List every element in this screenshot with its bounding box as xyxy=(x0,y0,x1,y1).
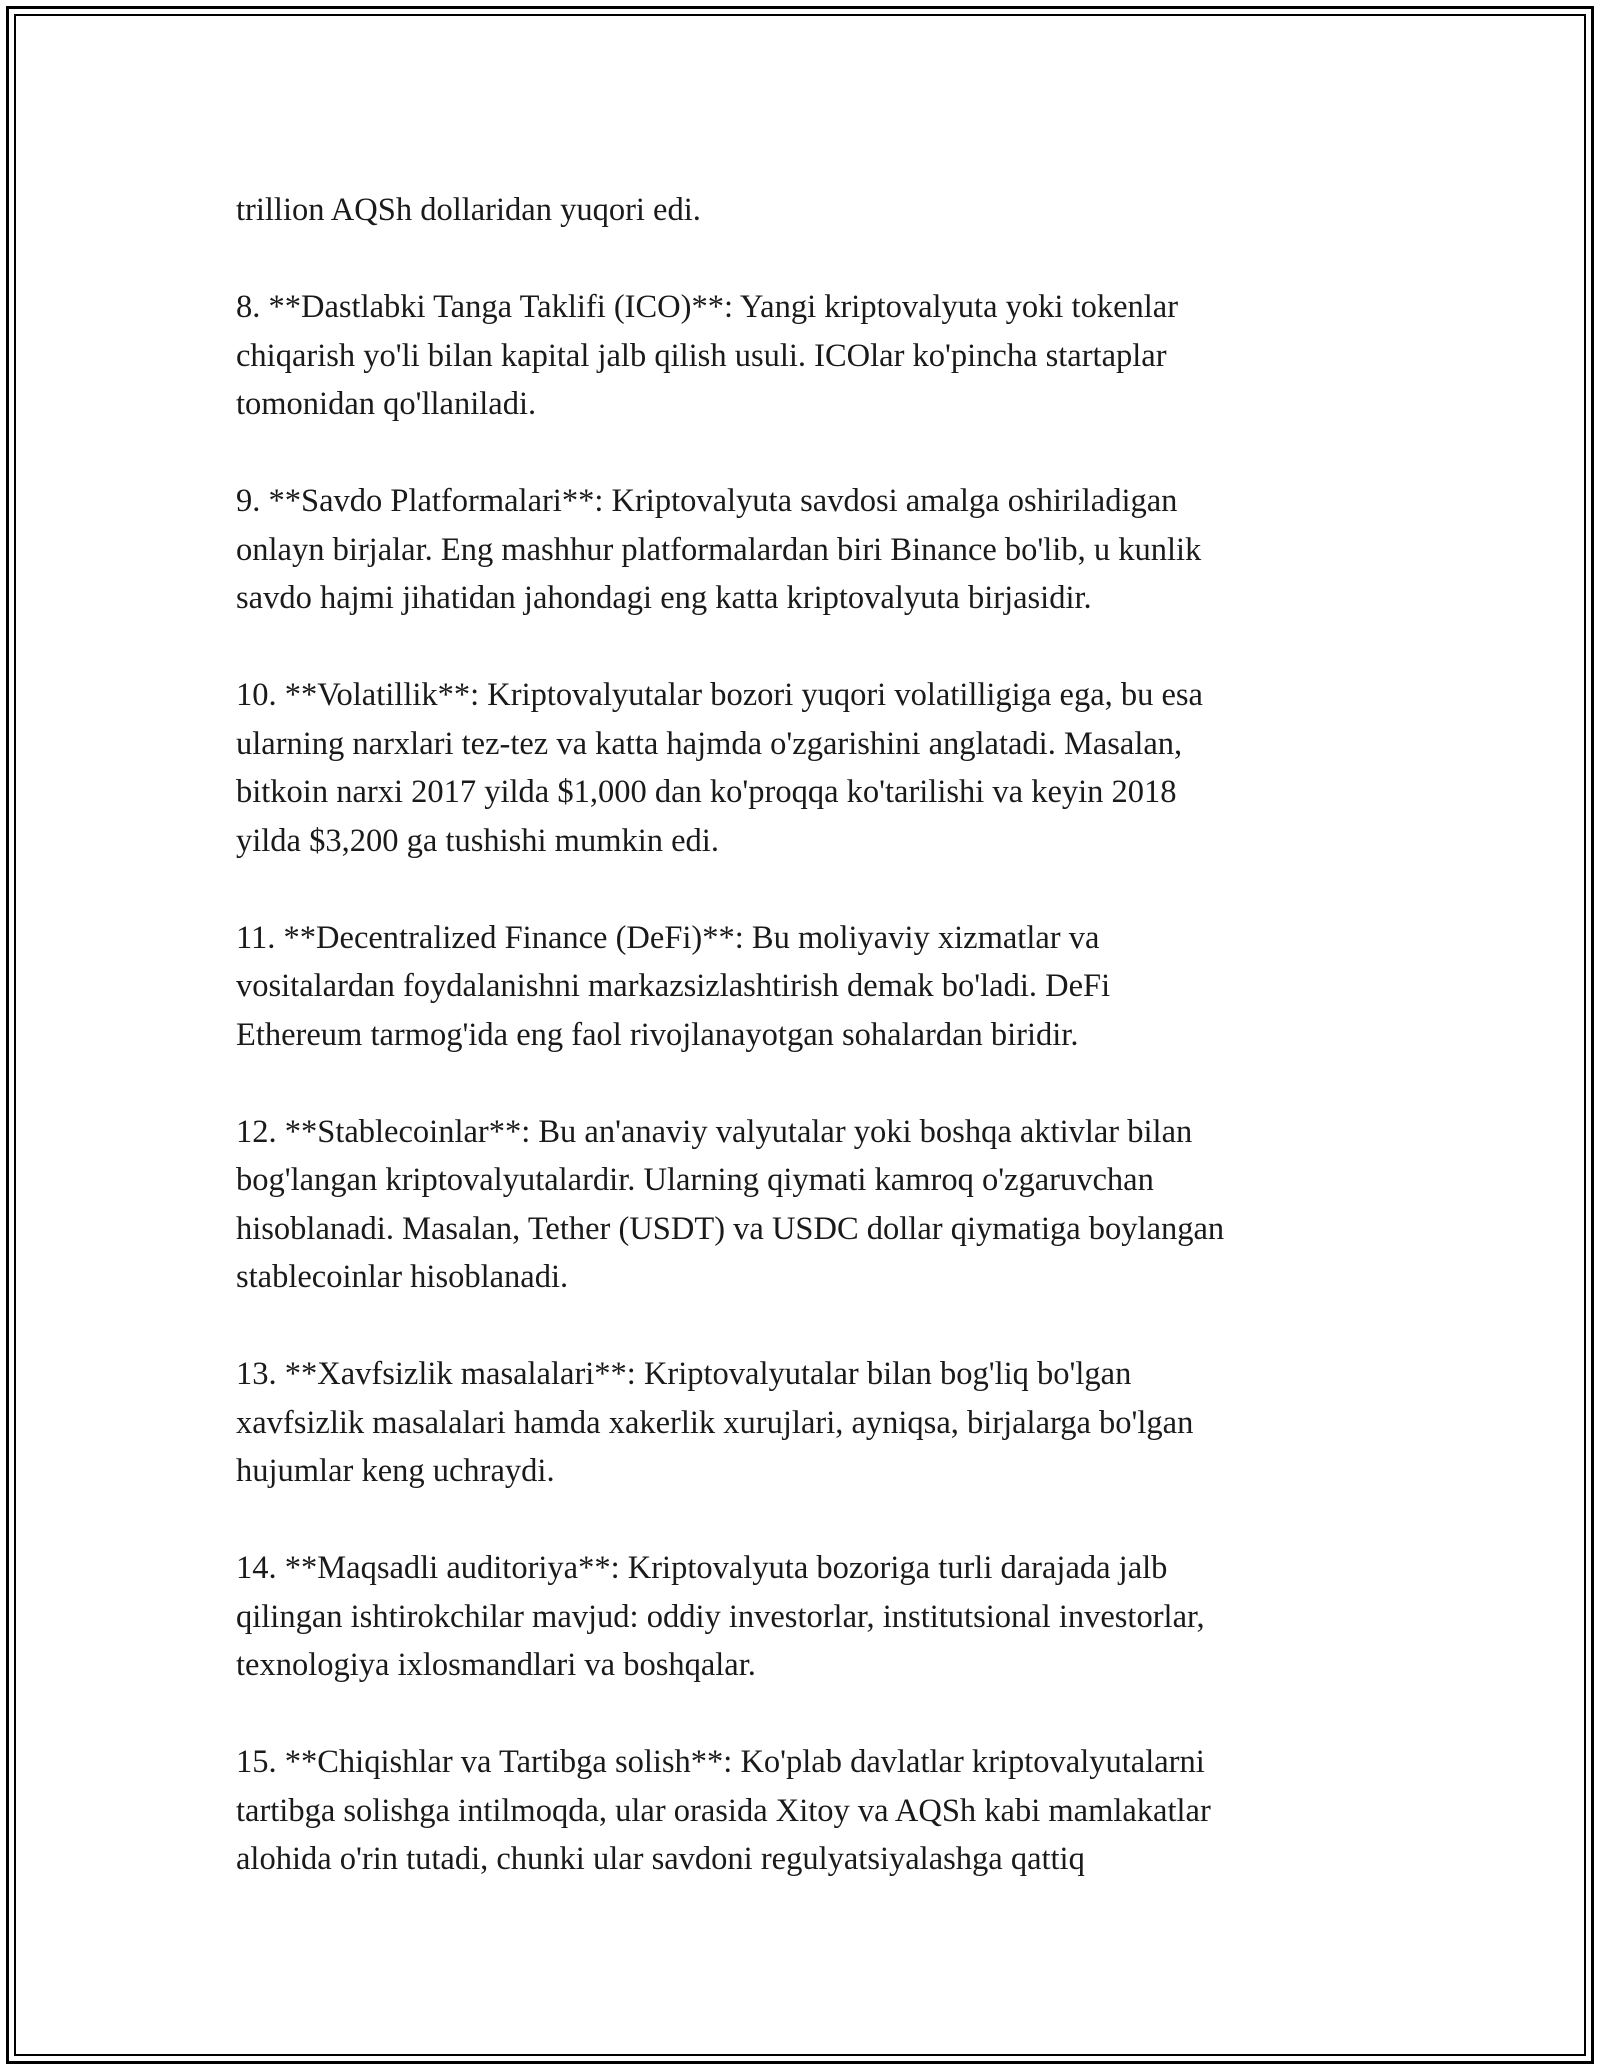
text-line: savdo hajmi jihatidan jahondagi eng katta kriptovalyuta birjasidir. xyxy=(236,580,1092,616)
text-line: hisoblanadi. Masalan, Tether (USDT) va USDC dollar qiymatiga boylangan xyxy=(236,1210,1225,1247)
text-line: yilda $3,200 ga tushishi mumkin edi. xyxy=(236,822,719,859)
text-line: 10. **Volatillik**: Kriptovalyutalar bozori yuqori volatilligiga ega, bu esa xyxy=(236,677,1203,713)
text-line: ularning narxlari tez-tez va katta hajmda o'zgarishini anglatadi. Masalan, xyxy=(236,725,1183,762)
paragraph-item-10 xyxy=(236,671,1366,865)
paragraph-item-8 xyxy=(236,283,1366,429)
text-line: tomonidan qo'llaniladi. xyxy=(236,386,537,422)
text-line: 8. **Dastlabki Tanga Taklifi (ICO)**: Yangi kriptovalyuta yoki tokenlar xyxy=(236,289,1179,325)
text-line: 15. **Chiqishlar va Tartibga solish**: Ko'plab davlatlar kriptovalyutalarni xyxy=(236,1744,1205,1780)
text-line: 14. **Maqsadli auditoriya**: Kriptovalyuta bozoriga turli darajada jalb xyxy=(236,1550,1168,1586)
text-line: hujumlar keng uchraydi. xyxy=(236,1453,555,1489)
paragraph-item-12 xyxy=(236,1108,1366,1302)
paragraph-item-9 xyxy=(236,477,1366,623)
text-line: trillion AQSh dollaridan yuqori edi. xyxy=(236,192,701,228)
text-line: xavfsizlik masalalari hamda xakerlik xurujlari, ayniqsa, birjalarga bo'lgan xyxy=(236,1404,1194,1441)
paragraph-continuation xyxy=(236,186,1366,235)
paragraph-item-11 xyxy=(236,914,1366,1060)
text-line: chiqarish yo'li bilan kapital jalb qilish usuli. ICOlar ko'pincha startaplar xyxy=(236,337,1167,374)
text-line: onlayn birjalar. Eng mashhur platformalardan biri Binance bo'lib, u kunlik xyxy=(236,531,1202,568)
paragraph-item-15 xyxy=(236,1738,1366,1884)
text-line: 12. **Stablecoinlar**: Bu an'anaviy valyutalar yoki boshqa aktivlar bilan xyxy=(236,1113,1193,1150)
text-line: 13. **Xavfsizlik masalalari**: Kriptovalyutalar bilan bog'liq bo'lgan xyxy=(236,1356,1132,1392)
document-body xyxy=(236,186,1366,1932)
text-line: 11. **Decentralized Finance (DeFi)**: Bu moliyaviy xizmatlar va xyxy=(236,919,1100,956)
text-line: 9. **Savdo Platformalari**: Kriptovalyuta savdosi amalga oshiriladigan xyxy=(236,483,1178,519)
text-line: vositalardan foydalanishni markazsizlashtirish demak bo'ladi. DeFi xyxy=(236,968,1111,1004)
text-line: bog'langan kriptovalyutalardir. Ularning qiymati kamroq o'zgaruvchan xyxy=(236,1162,1154,1198)
paragraph-item-13 xyxy=(236,1350,1366,1496)
paragraph-item-14 xyxy=(236,1544,1366,1690)
text-line: alohida o'rin tutadi, chunki ular savdoni regulyatsiyalashga qattiq xyxy=(236,1841,1085,1877)
text-line: stablecoinlar hisoblanadi. xyxy=(236,1259,569,1295)
text-line: Ethereum tarmog'ida eng faol rivojlanayotgan sohalardan biridir. xyxy=(236,1016,1079,1053)
text-line: tartibga solishga intilmoqda, ular orasida Xitoy va AQSh kabi mamlakatlar xyxy=(236,1792,1211,1829)
text-line: bitkoin narxi 2017 yilda $1,000 dan ko'proqqa ko'tarilishi va keyin 2018 xyxy=(236,774,1177,810)
text-line: texnologiya ixlosmandlari va boshqalar. xyxy=(236,1647,756,1683)
text-line: qilingan ishtirokchilar mavjud: oddiy investorlar, institutsional investorlar, xyxy=(236,1598,1205,1635)
